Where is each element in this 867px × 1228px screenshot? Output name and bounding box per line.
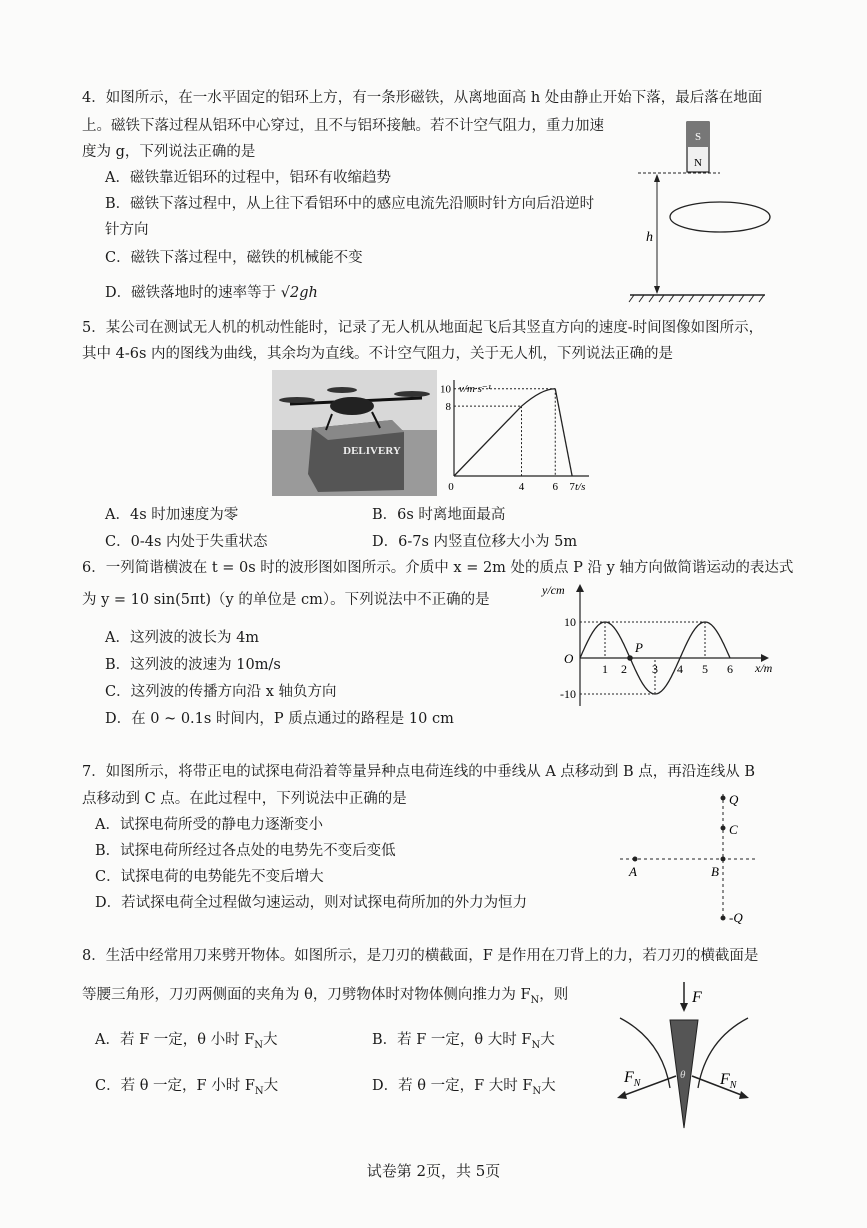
q8-option-a [95, 1030, 278, 1056]
force-fn-left-arrowhead [617, 1091, 627, 1099]
q7-charges-figure [615, 788, 765, 928]
y-tick-10: 10 [440, 383, 451, 396]
y-axis-label: y/cm [542, 583, 565, 597]
x-tick-6: 6 [552, 481, 558, 493]
q8-blade-figure [600, 978, 760, 1138]
q8-stem-line1: 8．生活中经常用刀来劈开物体。如图所示，是刀刃的横截面，F 是作用在刀背上的力，若刀刃的横截面是 [82, 948, 759, 964]
point-c [721, 826, 726, 831]
height-arrow-bottom-head [654, 286, 660, 294]
q4-stem-line1: 4．如图所示，在一水平固定的铝环上方，有一条形磁铁，从离地面高 h 处由静止开始下落，最后落在地面 [82, 90, 763, 106]
q5-option-c: C．0-4s 内处于失重状态 [105, 534, 268, 550]
charge-negative [721, 916, 726, 921]
q4-option-b-line1: B．磁铁下落过程中，从上往下看铝环中的感应电流先沿顺时针方向后沿逆时 [105, 196, 595, 212]
point-p [627, 655, 633, 661]
q4-option-a: A．磁铁靠近铝环的过程中，铝环有收缩趋势 [105, 170, 391, 186]
y-tick-10: 10 [564, 615, 576, 629]
q6-stem-line1: 6．一列简谐横波在 t = 0s 时的波形图如图所示。介质中 x = 2m 处的质点 P 沿 y 轴方向做简谐运动的表达式 [82, 560, 794, 576]
force-fn-left-label: $F_N$ [624, 1069, 641, 1089]
q5-stem-line1: 5．某公司在测试无人机的机动性能时，记录了无人机从地面起飞后其竖直方向的速度-时间图像如图所示， [82, 320, 764, 336]
force-f-arrowhead [680, 1003, 688, 1012]
point-a [633, 857, 638, 862]
y-axis-label: v/m·s⁻¹ [459, 383, 492, 395]
q8-option-a-text: A．若 F 一定，θ 小时 F [95, 1032, 255, 1048]
q8-option-a-end: 大 [263, 1032, 278, 1048]
q8-option-d [372, 1076, 556, 1102]
blade-angle-label: θ [680, 1069, 686, 1081]
x-tick-3: 3 [652, 662, 658, 676]
point-a-label: A [629, 864, 637, 879]
origin-label: O [564, 651, 574, 666]
y-axis-arrowhead [576, 584, 584, 592]
q8-option-d-sub: N [532, 1085, 542, 1097]
curve-4-6 [522, 389, 556, 406]
q6-stem-line2: 为 y = 10 sin(5πt)（y 的单位是 cm）。下列说法中不正确的是 [82, 592, 490, 608]
q4-stem-line2: 上。磁铁下落过程从铝环中心穿过，且不与铝环接触。若不计空气阻力，重力加速 [82, 118, 604, 134]
x-axis-label: x/m [755, 661, 773, 675]
q4-stem-line3: 度为 g，下列说法正确的是 [82, 144, 256, 160]
ground-hatch [629, 295, 764, 302]
q4-magnet-ring-figure [620, 118, 770, 308]
drone-rotor-back [327, 387, 357, 393]
segment-6-7 [555, 389, 572, 476]
x-tick-1: 1 [602, 662, 608, 676]
q8-stem-line2 [82, 985, 568, 1011]
point-c-label: C [729, 822, 738, 837]
q7-stem-line2: 点移动到 C 点。在此过程中，下列说法中正确的是 [82, 791, 407, 807]
force-fn-right-arrowhead [739, 1091, 749, 1099]
y-tick-8: 8 [445, 401, 451, 414]
q8-option-d-text: D．若 θ 一定，F 大时 F [372, 1078, 533, 1094]
charge-q-label: Q [729, 792, 739, 807]
q7-option-c: C．试探电荷的电势能先不变后增大 [95, 869, 324, 885]
drone-rotor-left [279, 397, 315, 403]
drone-rotor-right [394, 391, 430, 397]
q5-drone-photo [272, 370, 437, 496]
q5-option-b: B．6s 时离地面最高 [372, 507, 506, 523]
q4-option-c: C．磁铁下落过程中，磁铁的机械能不变 [105, 250, 363, 266]
q7-option-b: B．试探电荷所经过各点处的电势先不变后变低 [95, 843, 396, 859]
q4-option-d-text: D．磁铁落地时的速率等于 [105, 285, 277, 301]
q5-stem-line2: 其中 4-6s 内的图线为曲线，其余均为直线。不计空气阻力，关于无人机，下列说法正确的是 [82, 346, 674, 362]
q7-stem-line1: 7．如图所示，将带正电的试探电荷沿着等量异种点电荷连线的中垂线从 A 点移动到 B 点，再沿连线从 B [82, 764, 756, 780]
y-tick--10: -10 [560, 687, 576, 701]
x-tick-7: 7 [569, 481, 575, 493]
x-tick-5: 5 [702, 662, 708, 676]
q8-option-a-sub: N [254, 1039, 264, 1051]
q6-option-a: A．这列波的波长为 4m [105, 630, 260, 646]
x-tick-4: 4 [518, 481, 525, 493]
charge-positive [721, 796, 726, 801]
x-tick-6: 6 [727, 662, 733, 676]
q4-option-d [105, 283, 318, 303]
segment-0-4 [454, 406, 522, 476]
q8-option-b [372, 1030, 555, 1056]
point-b [721, 857, 726, 862]
x-tick-4: 4 [677, 662, 683, 676]
q6-option-d: D．在 0 ~ 0.1s 时间内，P 质点通过的路程是 10 cm [105, 711, 454, 727]
q4-option-d-formula: √2gh [280, 285, 318, 301]
q8-option-b-sub: N [531, 1039, 541, 1051]
magnet-n-label: N [694, 157, 702, 169]
q5-option-d: D．6-7s 内竖直位移大小为 5m [372, 534, 578, 550]
aluminum-ring [670, 202, 770, 232]
q8-stem-line2-text: 等腰三角形，刀刃两侧面的夹角为 θ，刀劈物体时对物体侧向推力为 F [82, 987, 531, 1003]
x-axis-label: t/s [575, 481, 586, 493]
page-footer: 试卷第 2页，共 5页 [366, 1162, 501, 1180]
q8-stem-fn-subscript: N [530, 994, 540, 1006]
force-f-label: F [692, 989, 702, 1006]
point-b-label: B [711, 864, 719, 879]
delivery-label: DELIVERY [343, 445, 401, 457]
q8-option-b-text: B．若 F 一定，θ 大时 F [372, 1032, 532, 1048]
x-tick-2: 2 [621, 662, 627, 676]
q5-vt-chart [442, 370, 602, 495]
charge-neg-q-label: -Q [729, 910, 743, 925]
force-fn-right-label: $F_N$ [720, 1071, 737, 1091]
q7-option-a: A．试探电荷所受的静电力逐渐变小 [95, 817, 323, 833]
q6-wave-chart [540, 578, 780, 718]
q5-option-a: A．4s 时加速度为零 [105, 507, 239, 523]
q4-option-b-line2: 针方向 [105, 222, 149, 238]
q8-stem-line2-end: ，则 [539, 987, 569, 1003]
drone-body [330, 397, 374, 415]
height-label: h [646, 230, 653, 245]
q8-option-b-end: 大 [540, 1032, 555, 1048]
q8-option-c-end: 大 [263, 1078, 279, 1094]
height-arrow-top-head [654, 174, 660, 182]
magnet-s-label: S [694, 131, 702, 143]
q8-option-c [95, 1076, 278, 1102]
q8-option-c-sub: N [254, 1085, 264, 1097]
q8-option-c-text: C．若 θ 一定，F 小时 F [95, 1078, 255, 1094]
q6-option-b: B．这列波的波速为 10m/s [105, 657, 281, 673]
q6-option-c: C．这列波的传播方向沿 x 轴负方向 [105, 684, 337, 700]
q8-option-d-end: 大 [541, 1078, 556, 1094]
x-tick-0: 0 [448, 481, 454, 493]
point-p-label: P [635, 640, 643, 655]
q7-option-d: D．若试探电荷全过程做匀速运动，则对试探电荷所加的外力为恒力 [95, 895, 528, 911]
